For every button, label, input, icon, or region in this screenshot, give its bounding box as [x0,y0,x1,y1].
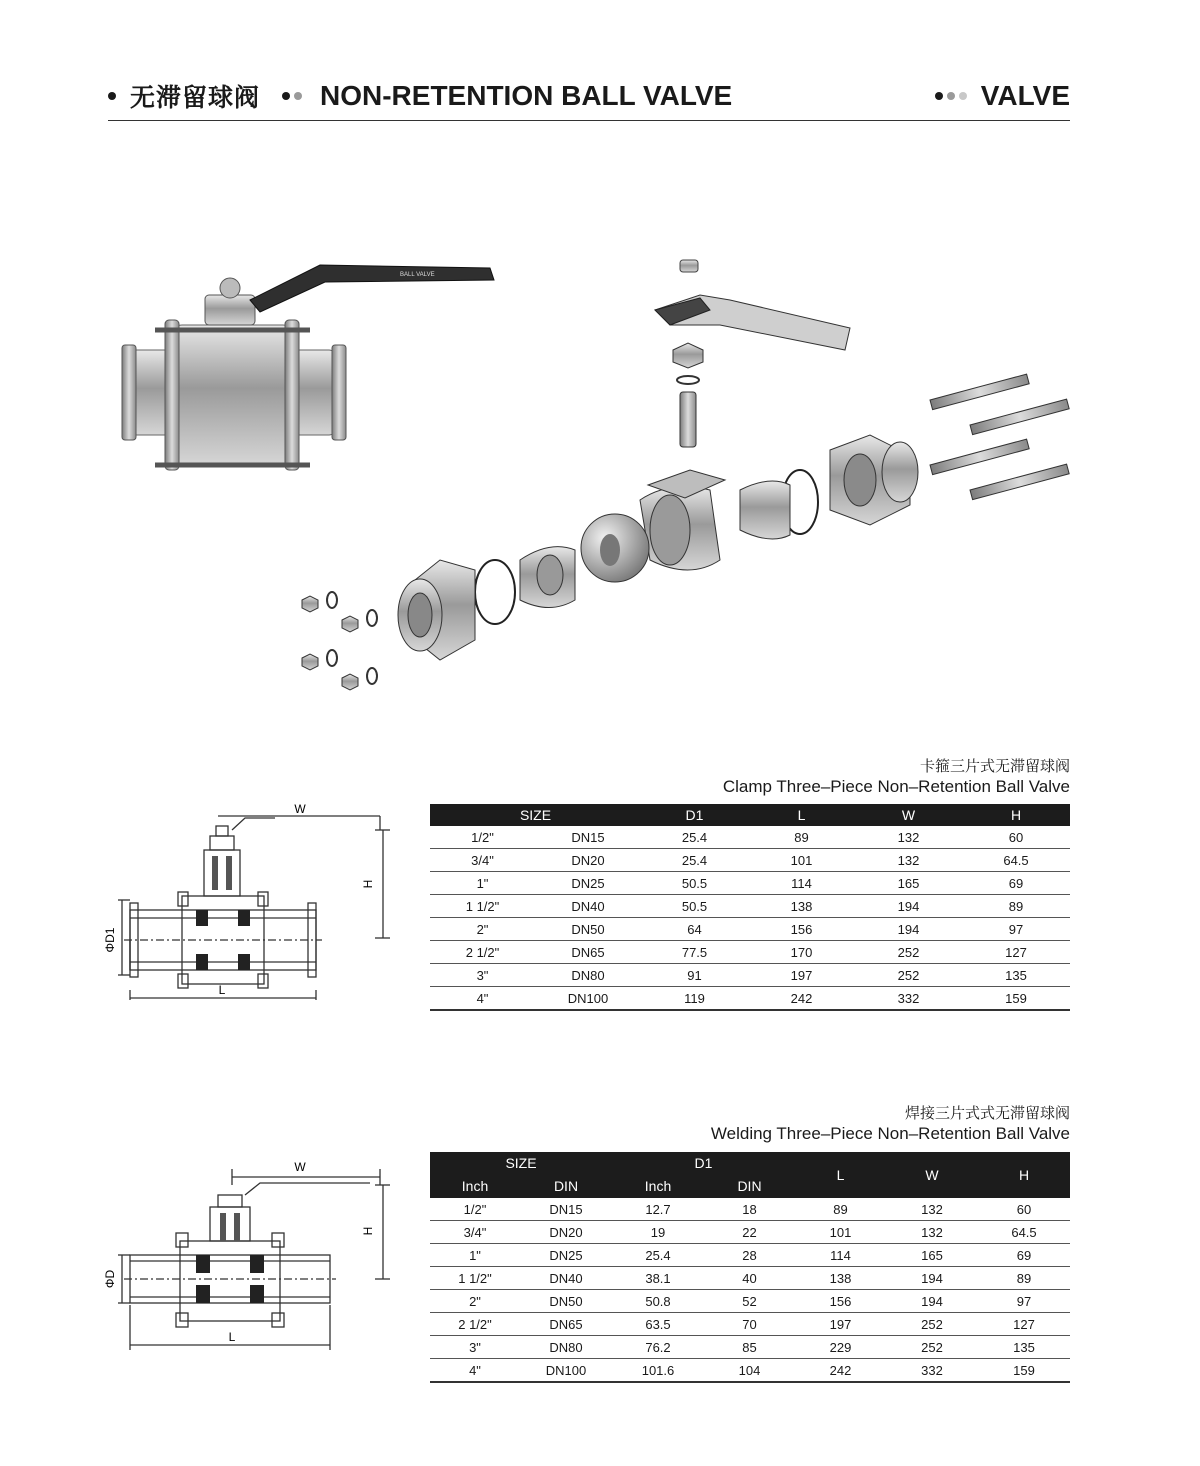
table-cell: 194 [855,895,962,918]
table-cell: 3/4" [430,849,535,872]
clamp-spec-table [430,804,1070,1011]
table-cell: 165 [855,872,962,895]
table-cell: 60 [978,1198,1070,1221]
height-label: H [361,879,375,889]
column-header: SIZE [505,1155,537,1171]
table-cell: 135 [978,1336,1070,1359]
table-cell: 132 [855,849,962,872]
width-label: W [294,802,306,816]
table-cell: 85 [704,1336,795,1359]
table-row [430,964,1070,987]
table-cell: DN25 [535,872,641,895]
table-cell: 332 [855,987,962,1011]
column-header: D1 [685,807,704,823]
length-label: L [218,983,226,997]
table-cell: 97 [962,918,1070,941]
title-english: NON-RETENTION BALL VALVE [320,80,733,111]
welding-spec-table [430,1152,1070,1383]
table-cell: 1/2" [430,826,535,849]
welding-section-title [711,1103,1070,1145]
table-cell: 22 [704,1221,795,1244]
table-cell: 76.2 [612,1336,704,1359]
table-row [430,826,1070,849]
table-cell: 91 [641,964,748,987]
table-cell: 332 [886,1359,978,1383]
table-cell: 3/4" [430,1221,520,1244]
table-cell: 252 [855,941,962,964]
table-cell: 89 [795,1198,886,1221]
clamp-dimension-diagram [100,800,400,1005]
table-cell: 1/2" [430,1198,520,1221]
valve-illustration [110,240,1070,710]
table-cell: 25.4 [641,849,748,872]
table-cell: 64 [641,918,748,941]
table-cell: 132 [855,826,962,849]
table-cell: 229 [795,1336,886,1359]
table-cell: 40 [704,1267,795,1290]
table-cell: DN50 [520,1290,612,1313]
column-header: L [797,807,806,823]
category-label: VALVE [980,80,1070,111]
table-cell: 2 1/2" [430,1313,520,1336]
table-cell: 138 [748,895,855,918]
clamp-section-title [723,756,1070,798]
column-header: DIN [737,1178,762,1194]
width-label: W [294,1160,306,1174]
table-cell: 197 [748,964,855,987]
welding-dimension-diagram [100,1155,400,1355]
table-cell: 50.8 [612,1290,704,1313]
table-cell: DN65 [535,941,641,964]
table-cell: 132 [886,1198,978,1221]
table-cell: DN100 [535,987,641,1011]
table-cell: 28 [704,1244,795,1267]
table-cell: 4" [430,1359,520,1383]
table-row [430,1313,1070,1336]
column-header: DIN [553,1178,579,1194]
table-row [430,1198,1070,1221]
column-header: Inch [644,1178,672,1194]
table-cell: 12.7 [612,1198,704,1221]
table-cell: DN50 [535,918,641,941]
table-cell: 194 [886,1290,978,1313]
table-row [430,1359,1070,1383]
table-header-row [430,1152,1070,1174]
table-cell: 127 [962,941,1070,964]
table-cell: 50.5 [641,872,748,895]
table-cell: 252 [886,1313,978,1336]
table-cell: 52 [704,1290,795,1313]
table-cell: 64.5 [962,849,1070,872]
table-cell: 77.5 [641,941,748,964]
table-cell: 194 [855,918,962,941]
table-cell: DN100 [520,1359,612,1383]
table-cell: 252 [886,1336,978,1359]
page-header [108,76,1070,122]
table-cell: DN15 [535,826,641,849]
bullet-dots-icon [282,92,306,100]
column-header: H [1010,807,1022,823]
table-cell: DN80 [535,964,641,987]
table-cell: 25.4 [612,1244,704,1267]
clamp-title-chinese: 卡箍三片式无滞留球阀 [919,757,1070,775]
table-cell: 114 [795,1244,886,1267]
column-header: Inch [461,1178,489,1194]
table-cell: 242 [795,1359,886,1383]
welding-title-chinese: 焊接三片式式无滞留球阀 [904,1104,1070,1122]
assembled-valve-photo [122,265,494,470]
table-row [430,1267,1070,1290]
column-header: D1 [694,1155,713,1171]
table-cell: 97 [978,1290,1070,1313]
height-label: H [361,1226,375,1236]
handle-label: BALL VALVE [400,272,435,278]
diameter-label: ΦD [103,1269,117,1289]
table-cell: 194 [886,1267,978,1290]
table-cell: 89 [962,895,1070,918]
table-cell: 101 [795,1221,886,1244]
table-cell: DN20 [535,849,641,872]
table-cell: DN20 [520,1221,612,1244]
table-cell: 1 1/2" [430,1267,520,1290]
table-header-row [430,804,1070,826]
column-header: L [836,1167,845,1183]
table-cell: 60 [962,826,1070,849]
table-cell: 101 [748,849,855,872]
table-cell: 50.5 [641,895,748,918]
table-cell: 69 [962,872,1070,895]
table-cell: 3" [430,1336,520,1359]
exploded-view-diagram [302,260,1069,690]
table-row [430,1244,1070,1267]
header-left [108,76,732,116]
table-cell: 159 [978,1359,1070,1383]
table-cell: 18 [704,1198,795,1221]
header-divider [108,120,1070,121]
table-cell: 132 [886,1221,978,1244]
table-row [430,1290,1070,1313]
table-cell: 170 [748,941,855,964]
table-cell: 135 [962,964,1070,987]
title-chinese: 无滞留球阀 [130,83,261,112]
table-cell: 19 [612,1221,704,1244]
table-cell: 2 1/2" [430,941,535,964]
table-cell: 69 [978,1244,1070,1267]
table-cell: 138 [795,1267,886,1290]
table-cell: 156 [795,1290,886,1313]
table-cell: 63.5 [612,1313,704,1336]
table-cell: 1 1/2" [430,895,535,918]
column-header: W [901,807,916,823]
table-cell: 119 [641,987,748,1011]
table-row [430,1221,1070,1244]
column-header: SIZE [519,807,552,823]
table-cell: 4" [430,987,535,1011]
table-cell: 156 [748,918,855,941]
table-cell: 25.4 [641,826,748,849]
table-cell: DN65 [520,1313,612,1336]
table-cell: 242 [748,987,855,1011]
table-cell: 2" [430,918,535,941]
table-cell: 1" [430,872,535,895]
table-cell: DN40 [520,1267,612,1290]
table-row [430,1336,1070,1359]
table-cell: 89 [748,826,855,849]
length-label: L [228,1330,236,1344]
table-row [430,941,1070,964]
table-cell: 252 [855,964,962,987]
table-row [430,895,1070,918]
table-cell: 165 [886,1244,978,1267]
table-cell: 159 [962,987,1070,1011]
column-header: H [1018,1167,1030,1183]
table-cell: 127 [978,1313,1070,1336]
table-cell: 104 [704,1359,795,1383]
table-cell: 197 [795,1313,886,1336]
table-cell: 70 [704,1313,795,1336]
table-row [430,918,1070,941]
table-row [430,987,1070,1011]
table-cell: 3" [430,964,535,987]
diameter-label: ΦD1 [103,927,117,953]
welding-title-english: Welding Three–Piece Non–Retention Ball Valve [710,1124,1070,1143]
column-header: W [925,1167,939,1183]
clamp-title-english: Clamp Three–Piece Non–Retention Ball Valve [722,777,1070,796]
table-cell: 64.5 [978,1221,1070,1244]
table-cell: 101.6 [612,1359,704,1383]
table-row [430,849,1070,872]
table-cell: DN15 [520,1198,612,1221]
table-cell: 2" [430,1290,520,1313]
table-cell: 38.1 [612,1267,704,1290]
header-right [935,76,1070,116]
bullet-dots-icon [935,92,943,100]
table-row [430,872,1070,895]
table-cell: DN80 [520,1336,612,1359]
table-cell: DN40 [535,895,641,918]
table-cell: 1" [430,1244,520,1267]
table-cell: 114 [748,872,855,895]
table-cell: 89 [978,1267,1070,1290]
table-cell: DN25 [520,1244,612,1267]
bullet-icon [108,92,116,100]
